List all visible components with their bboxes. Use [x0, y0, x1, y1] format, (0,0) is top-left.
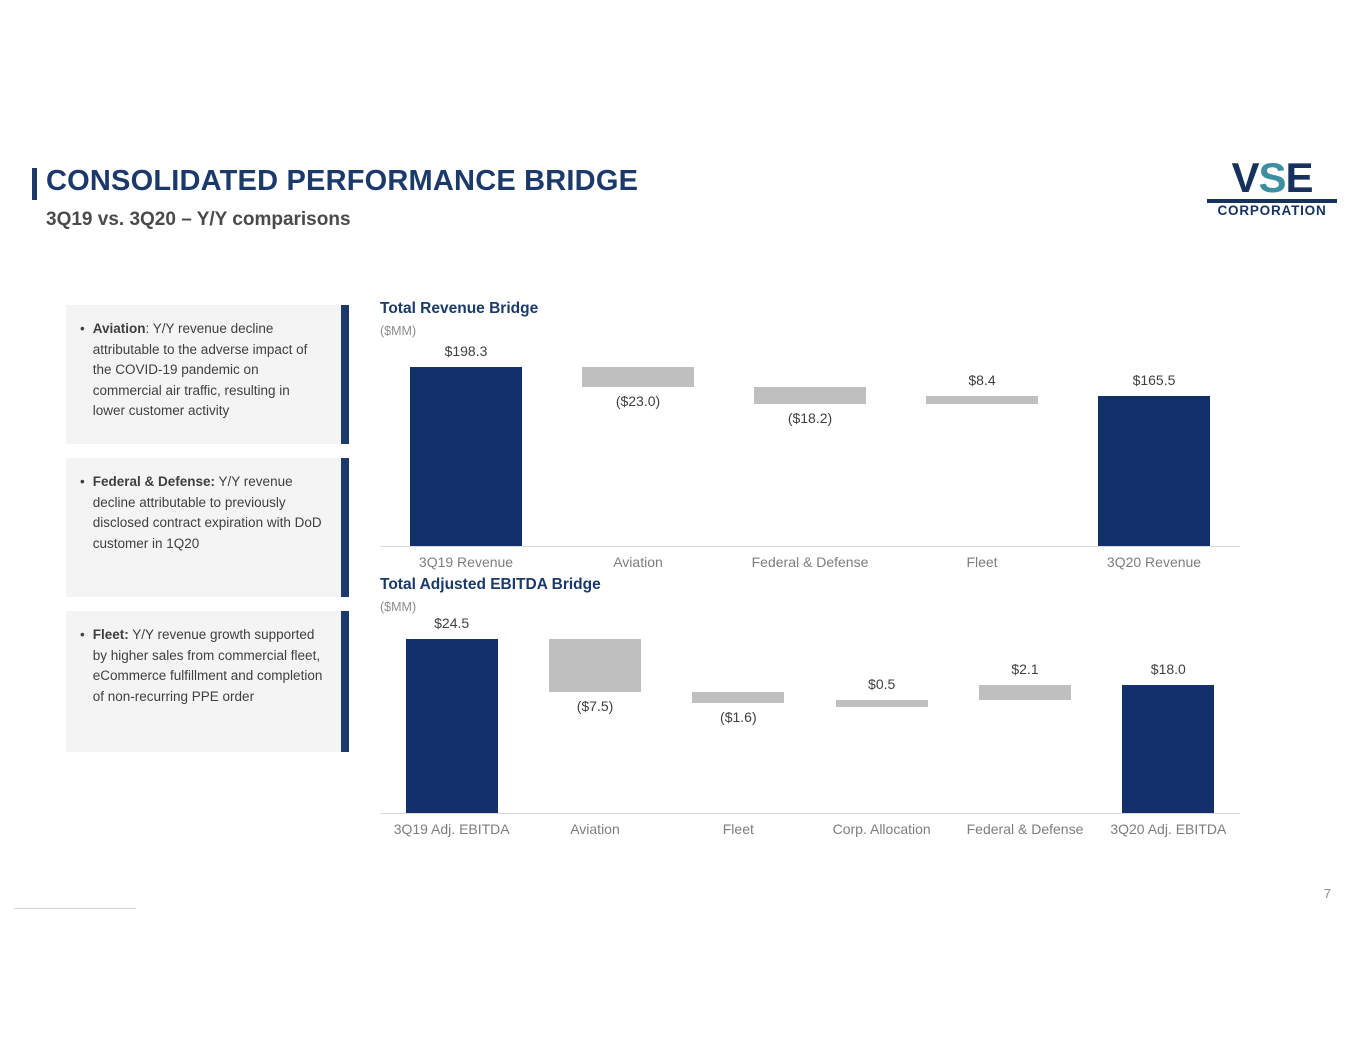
category-label: Fleet — [722, 821, 754, 837]
ebitda-bridge-category-axis — [380, 813, 1240, 843]
category-label: 3Q19 Revenue — [418, 554, 514, 570]
callout-federal-defense — [66, 458, 341, 597]
category-label: 3Q20 Adj. EBITDA — [1110, 821, 1227, 837]
value-label: ($23.0) — [615, 393, 661, 410]
category-label: Corp. Allocation — [832, 821, 931, 837]
callout-accent — [341, 305, 349, 444]
category-label: Aviation — [613, 554, 663, 570]
category-label: Aviation — [570, 821, 620, 837]
delta-bar — [582, 367, 694, 388]
revenue-bridge-category-axis — [380, 546, 1240, 576]
value-label: $24.5 — [434, 614, 470, 631]
total-bar — [1122, 685, 1214, 813]
callout-text — [80, 319, 325, 422]
callout-body — [93, 319, 325, 422]
logo-subtitle: CORPORATION — [1217, 203, 1327, 218]
callout-lead-suffix: : — [145, 321, 150, 336]
page-header — [32, 165, 932, 231]
ebitda-bridge-chart — [380, 576, 1260, 843]
logo-letter-v: V — [1231, 154, 1259, 201]
callout-lead: Aviation — [92, 321, 146, 336]
total-bar — [410, 367, 522, 546]
callout-text — [80, 625, 325, 707]
revenue-bridge-chart — [380, 300, 1260, 576]
chart-units: ($MM) — [380, 324, 417, 338]
logo-letter-s: S — [1258, 154, 1286, 201]
callout-lead: Fleet: — [92, 627, 129, 642]
chart-units: ($MM) — [380, 600, 417, 614]
vse-corporation-logo — [1207, 154, 1337, 218]
callout-body — [93, 625, 325, 707]
delta-bar — [549, 639, 641, 692]
value-label: $18.0 — [1150, 660, 1186, 677]
title-accent-bar — [32, 168, 37, 200]
bullet-icon: • — [80, 627, 85, 642]
callout-body — [93, 472, 325, 554]
delta-bar — [979, 685, 1071, 700]
callout-text — [80, 472, 325, 554]
callout-accent — [341, 611, 349, 752]
title-row — [32, 165, 932, 200]
total-bar — [406, 639, 498, 813]
callout-list — [66, 305, 341, 766]
callout-accent — [341, 458, 349, 597]
value-label: $0.5 — [868, 675, 896, 692]
delta-bar — [836, 700, 928, 707]
page-number: 7 — [1323, 886, 1331, 901]
page-subtitle: 3Q19 vs. 3Q20 – Y/Y comparisons — [46, 209, 351, 230]
category-label: 3Q19 Adj. EBITDA — [393, 821, 510, 837]
chart-title: Total Revenue Bridge — [380, 300, 539, 317]
callout-aviation — [66, 305, 341, 444]
value-label: ($18.2) — [787, 409, 833, 426]
logo-letter-e: E — [1285, 154, 1313, 201]
value-label: $165.5 — [1132, 372, 1176, 389]
callout-rest: Y/Y revenue growth supported by higher sales from commercial fleet, eCommerce fulfillment and completion of non-recurring PPE order — [92, 627, 323, 704]
value-label: $198.3 — [444, 342, 488, 359]
callout-rest: Y/Y revenue decline attributable to previously disclosed contract expiration with DoD customer in 1Q20 — [92, 474, 322, 551]
page-title: CONSOLIDATED PERFORMANCE BRIDGE — [46, 165, 639, 197]
value-label: ($1.6) — [720, 709, 757, 726]
revenue-bridge-plot — [380, 342, 1240, 546]
category-label: 3Q20 Revenue — [1106, 554, 1202, 570]
total-bar — [1098, 396, 1210, 546]
callout-fleet — [66, 611, 341, 752]
category-label: Federal & Defense — [966, 821, 1084, 837]
bullet-icon: • — [80, 321, 85, 336]
logo-wordmark — [1207, 154, 1337, 201]
delta-bar — [754, 387, 866, 403]
ebitda-bridge-plot — [380, 614, 1240, 813]
value-label: $2.1 — [1011, 660, 1039, 677]
callout-rest: Y/Y revenue decline attributable to the adverse impact of the COVID-19 pandemic on commercial air traffic, resulting in lower customer activity — [92, 321, 308, 418]
category-label: Federal & Defense — [751, 554, 869, 570]
value-label: $8.4 — [968, 372, 996, 389]
bullet-icon: • — [80, 474, 85, 489]
chart-title: Total Adjusted EBITDA Bridge — [380, 576, 601, 593]
footer-divider — [14, 908, 136, 909]
callout-lead: Federal & Defense: — [92, 474, 216, 489]
category-label: Fleet — [966, 554, 998, 570]
delta-bar — [692, 692, 784, 703]
value-label: ($7.5) — [576, 698, 614, 715]
delta-bar — [926, 396, 1038, 404]
